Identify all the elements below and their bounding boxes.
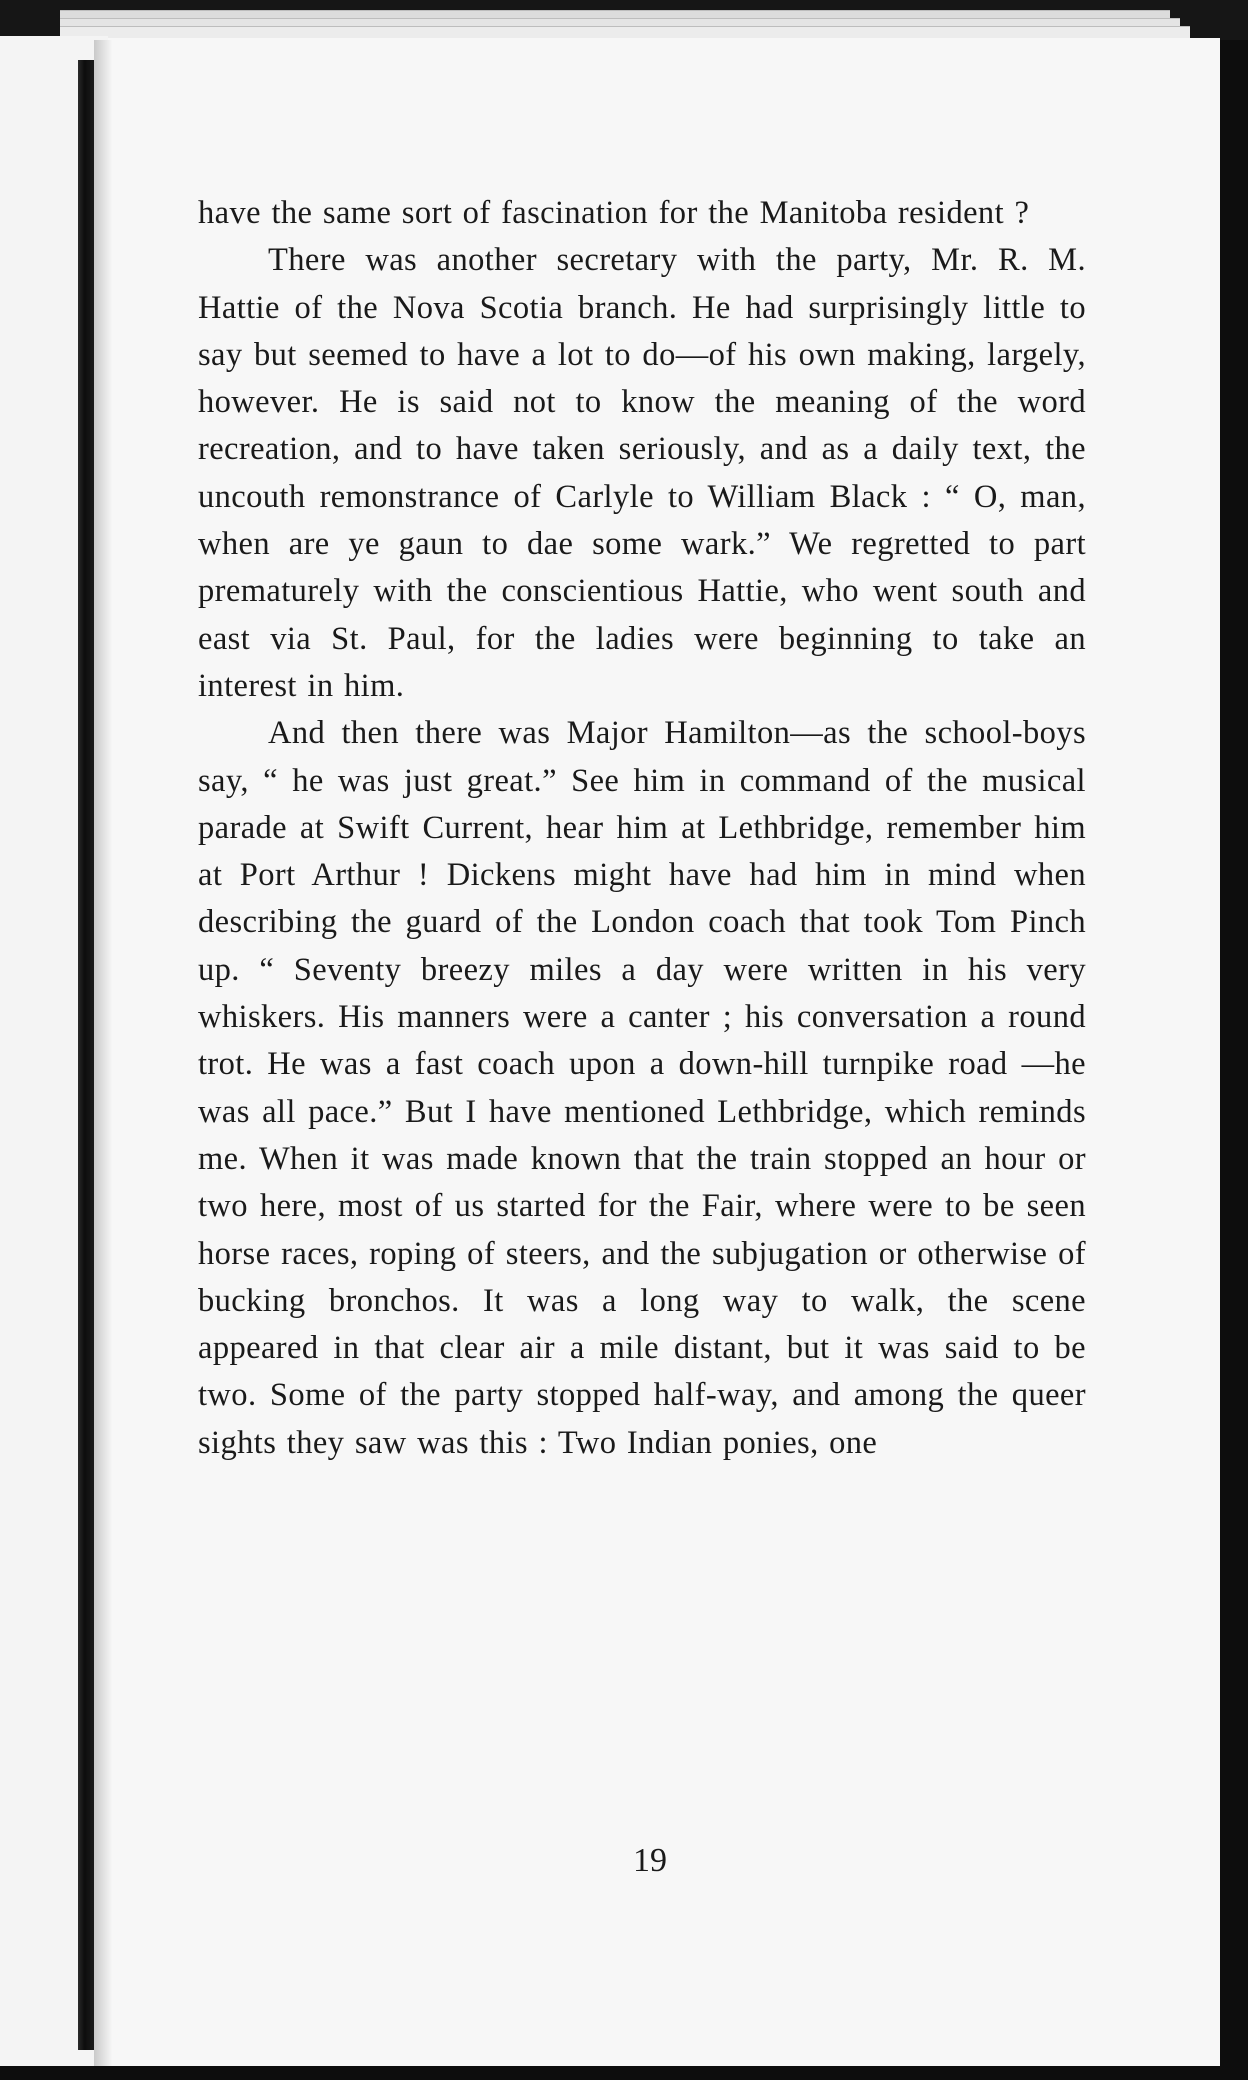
book-binding [78,60,94,2050]
scanner-background-bottom [0,2066,1248,2080]
paragraph-1: have the same sort of fascination for the Manitoba resident ? [198,195,1030,231]
paragraph-2: There was another secretary with the party, Mr. R. M. Hattie of the Nova Scotia branch. He had surprisingly little to say but seemed to have a lot to do—of his own making, largely, however. He is said not to know the meaning of the word recreation, and to have taken seriously, and as a daily text, the uncouth remonstrance of Carlyle to William Black : “ O, man, when are ye gaun to dae some wark.” We regretted to part prematurely with the conscientious Hattie, who went south and east via St. Paul, for the ladies were beginning to take an interest in him. [198,242,1086,704]
body-text [198,190,1086,1467]
page-number: 19 [633,1842,667,1879]
scanner-background-right [1220,40,1248,2080]
paragraph-3: And then there was Major Hamilton—as the school-boys say, “ he was just great.” See him in command of the musical parade at Swift Current, hear him at Lethbridge, remember him at Port Arthur ! Dickens might have had him in mind when describing the guard of the London coach that took Tom Pinch up. “ Seventy breezy miles a day were written in his very whiskers. His manners were a canter ; his conversation a round trot. He was a fast coach upon a down-hill turnpike road —he was all pace.” But I have mentioned Lethbridge, which reminds me. When it was made known that the train stopped an hour or two here, most of us started for the Fair, where were to be seen horse races, roping of steers, and the subjugation or otherwise of bucking bronchos. It was a long way to walk, the scene appeared in that clear air a mile distant, but it was said to be two. Some of the party stopped half-way, and among the queer sights they saw was this : Two Indian ponies, one [198,715,1086,1461]
gutter-shadow [94,40,112,2070]
